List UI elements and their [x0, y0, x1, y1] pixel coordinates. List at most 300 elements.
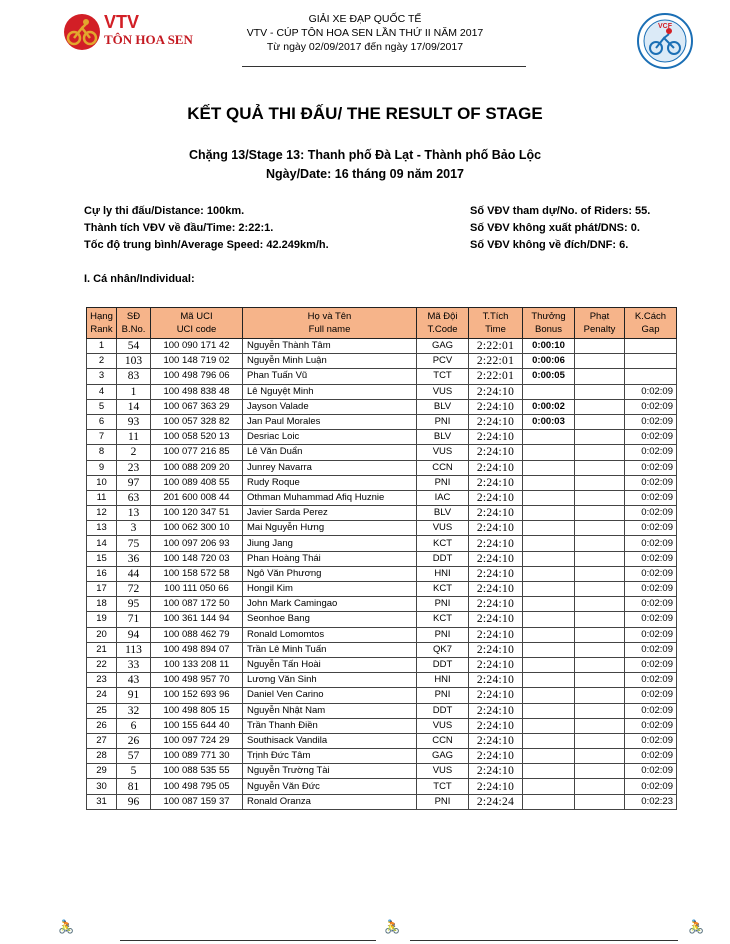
time-cell: 2:24:24	[469, 794, 523, 809]
time-cell: 2:24:10	[469, 536, 523, 551]
bib-number-cell: 2	[117, 445, 151, 460]
time-cell: 2:24:10	[469, 597, 523, 612]
rider-name-cell: Desriac Loic	[243, 430, 417, 445]
table-row	[87, 521, 677, 536]
gap-cell	[625, 354, 677, 369]
rider-name-cell: Trần Lê Minh Tuấn	[243, 642, 417, 657]
rider-name-cell: Trịnh Đức Tâm	[243, 749, 417, 764]
event-name: GIẢI XE ĐẠP QUỐC TẾ	[308, 13, 422, 25]
team-code-cell: PNI	[417, 414, 469, 429]
bib-number-cell: 36	[117, 551, 151, 566]
bonus-cell	[523, 612, 575, 627]
bib-number-cell: 95	[117, 597, 151, 612]
team-code-cell: KCT	[417, 612, 469, 627]
table-row	[87, 536, 677, 551]
penalty-cell	[575, 460, 625, 475]
rider-name-cell: Othman Muhammad Afiq Huznie	[243, 490, 417, 505]
gap-cell: 0:02:09	[625, 551, 677, 566]
rider-name-cell: Lê Văn Duẩn	[243, 445, 417, 460]
bib-number-cell: 11	[117, 430, 151, 445]
bib-number-cell: 113	[117, 642, 151, 657]
rider-name-cell: Mai Nguyễn Hưng	[243, 521, 417, 536]
rank-cell: 14	[87, 536, 117, 551]
gap-cell: 0:02:09	[625, 384, 677, 399]
bib-number-cell: 72	[117, 582, 151, 597]
rider-name-cell: Nguyễn Văn Đức	[243, 779, 417, 794]
rank-cell: 3	[87, 369, 117, 384]
penalty-cell	[575, 749, 625, 764]
table-row	[87, 779, 677, 794]
rank-cell: 5	[87, 399, 117, 414]
table-row	[87, 718, 677, 733]
time-cell: 2:24:10	[469, 430, 523, 445]
table-row	[87, 339, 677, 354]
riders-info: Số VĐV tham dự/No. of Riders: 55.	[470, 205, 651, 217]
rank-cell: 22	[87, 657, 117, 672]
bonus-cell	[523, 445, 575, 460]
bib-number-cell: 23	[117, 460, 151, 475]
penalty-cell	[575, 475, 625, 490]
uci-code-cell: 100 120 347 51	[151, 506, 243, 521]
gap-cell: 0:02:09	[625, 490, 677, 505]
uci-code-cell: 100 155 644 40	[151, 718, 243, 733]
rank-cell: 23	[87, 673, 117, 688]
bib-number-cell: 5	[117, 764, 151, 779]
bib-number-cell: 103	[117, 354, 151, 369]
uci-code-cell: 100 361 144 94	[151, 612, 243, 627]
rank-cell: 7	[87, 430, 117, 445]
uci-code-cell: 100 089 408 55	[151, 475, 243, 490]
col-time-header: T.Tích Time	[469, 308, 523, 339]
bonus-cell	[523, 475, 575, 490]
team-code-cell: PNI	[417, 688, 469, 703]
col-uci-header: Mã UCI UCI code	[151, 308, 243, 339]
table-row	[87, 566, 677, 581]
rider-name-cell: Phan Hoàng Thái	[243, 551, 417, 566]
rider-name-cell: Jayson Valade	[243, 399, 417, 414]
time-cell: 2:24:10	[469, 764, 523, 779]
penalty-cell	[575, 703, 625, 718]
rider-name-cell: Nguyễn Nhật Nam	[243, 703, 417, 718]
team-code-cell: VUS	[417, 384, 469, 399]
bonus-cell	[523, 551, 575, 566]
time-cell: 2:24:10	[469, 460, 523, 475]
table-row	[87, 657, 677, 672]
time-cell: 2:24:10	[469, 399, 523, 414]
bonus-cell	[523, 642, 575, 657]
table-row	[87, 733, 677, 748]
uci-code-cell: 100 062 300 10	[151, 521, 243, 536]
bib-number-cell: 91	[117, 688, 151, 703]
bonus-cell: 0:00:03	[523, 414, 575, 429]
gap-cell: 0:02:09	[625, 718, 677, 733]
time-cell: 2:24:10	[469, 582, 523, 597]
time-cell: 2:24:10	[469, 688, 523, 703]
table-row	[87, 597, 677, 612]
dnf-info: Số VĐV không về đích/DNF: 6.	[470, 239, 629, 251]
table-row	[87, 445, 677, 460]
penalty-cell	[575, 733, 625, 748]
footer-line-left	[120, 940, 376, 941]
col-team-header: Mã Đội T.Code	[417, 308, 469, 339]
penalty-cell	[575, 414, 625, 429]
rider-name-cell: Jan Paul Morales	[243, 414, 417, 429]
bonus-cell: 0:00:06	[523, 354, 575, 369]
team-code-cell: DDT	[417, 703, 469, 718]
bib-number-cell: 43	[117, 673, 151, 688]
bib-number-cell: 32	[117, 703, 151, 718]
page-title: KẾT QUẢ THI ĐẤU/ THE RESULT OF STAGE	[187, 104, 543, 123]
rider-name-cell: Nguyễn Trường Tài	[243, 764, 417, 779]
penalty-cell	[575, 339, 625, 354]
rank-cell: 21	[87, 642, 117, 657]
footer-line-right	[410, 940, 678, 941]
penalty-cell	[575, 764, 625, 779]
stage-date: Ngày/Date: 16 tháng 09 năm 2017	[266, 167, 464, 181]
bib-number-cell: 26	[117, 733, 151, 748]
team-code-cell: DDT	[417, 657, 469, 672]
bib-number-cell: 14	[117, 399, 151, 414]
table-row	[87, 414, 677, 429]
uci-code-cell: 100 498 957 70	[151, 673, 243, 688]
penalty-cell	[575, 384, 625, 399]
table-row	[87, 688, 677, 703]
bib-number-cell: 44	[117, 566, 151, 581]
penalty-cell	[575, 627, 625, 642]
rank-cell: 17	[87, 582, 117, 597]
uci-code-cell: 100 133 208 11	[151, 657, 243, 672]
penalty-cell	[575, 490, 625, 505]
bonus-cell	[523, 718, 575, 733]
rank-cell: 31	[87, 794, 117, 809]
col-rank-header: Hạng Rank	[87, 308, 117, 339]
team-code-cell: CCN	[417, 733, 469, 748]
penalty-cell	[575, 521, 625, 536]
table-row	[87, 582, 677, 597]
rank-cell: 2	[87, 354, 117, 369]
time-cell: 2:22:01	[469, 354, 523, 369]
time-cell: 2:24:10	[469, 414, 523, 429]
bib-number-cell: 13	[117, 506, 151, 521]
col-name-header: Họ và Tên Full name	[243, 308, 417, 339]
rider-name-cell: Jiung Jang	[243, 536, 417, 551]
time-cell: 2:24:10	[469, 566, 523, 581]
table-row	[87, 490, 677, 505]
gap-cell	[625, 339, 677, 354]
bonus-cell	[523, 506, 575, 521]
penalty-cell	[575, 718, 625, 733]
team-code-cell: TCT	[417, 779, 469, 794]
penalty-cell	[575, 536, 625, 551]
bib-number-cell: 83	[117, 369, 151, 384]
penalty-cell	[575, 354, 625, 369]
table-row	[87, 764, 677, 779]
gap-cell: 0:02:09	[625, 673, 677, 688]
time-cell: 2:24:10	[469, 445, 523, 460]
table-row	[87, 703, 677, 718]
team-code-cell: BLV	[417, 506, 469, 521]
bonus-cell: 0:00:05	[523, 369, 575, 384]
rider-name-cell: John Mark Camingao	[243, 597, 417, 612]
bib-number-cell: 71	[117, 612, 151, 627]
team-code-cell: PNI	[417, 794, 469, 809]
uci-code-cell: 100 090 171 42	[151, 339, 243, 354]
penalty-cell	[575, 688, 625, 703]
time-cell: 2:22:01	[469, 369, 523, 384]
bib-number-cell: 1	[117, 384, 151, 399]
penalty-cell	[575, 582, 625, 597]
time-cell: 2:24:10	[469, 718, 523, 733]
bonus-cell	[523, 490, 575, 505]
bib-number-cell: 54	[117, 339, 151, 354]
bib-number-cell: 96	[117, 794, 151, 809]
team-code-cell: GAG	[417, 749, 469, 764]
bonus-cell	[523, 657, 575, 672]
penalty-cell	[575, 657, 625, 672]
rank-cell: 30	[87, 779, 117, 794]
rider-name-cell: Rudy Roque	[243, 475, 417, 490]
bonus-cell	[523, 430, 575, 445]
team-code-cell: KCT	[417, 536, 469, 551]
gap-cell: 0:02:09	[625, 749, 677, 764]
team-code-cell: IAC	[417, 490, 469, 505]
rank-cell: 12	[87, 506, 117, 521]
table-row	[87, 749, 677, 764]
uci-code-cell: 100 057 328 82	[151, 414, 243, 429]
gap-cell: 0:02:09	[625, 536, 677, 551]
bonus-cell	[523, 749, 575, 764]
bib-number-cell: 75	[117, 536, 151, 551]
time-cell: 2:24:10	[469, 733, 523, 748]
results-body	[87, 339, 677, 810]
uci-code-cell: 100 097 724 29	[151, 733, 243, 748]
table-row	[87, 399, 677, 414]
penalty-cell	[575, 566, 625, 581]
team-code-cell: VUS	[417, 445, 469, 460]
rider-name-cell: Nguyễn Thành Tâm	[243, 339, 417, 354]
gap-cell: 0:02:09	[625, 703, 677, 718]
rider-name-cell: Ronald Lomomtos	[243, 627, 417, 642]
uci-code-cell: 100 111 050 66	[151, 582, 243, 597]
uci-code-cell: 100 058 520 13	[151, 430, 243, 445]
table-row	[87, 673, 677, 688]
table-row	[87, 475, 677, 490]
penalty-cell	[575, 369, 625, 384]
uci-code-cell: 100 087 172 50	[151, 597, 243, 612]
col-penalty-header: Phạt Penalty	[575, 308, 625, 339]
bib-number-cell: 57	[117, 749, 151, 764]
vcf-logo	[636, 12, 694, 70]
penalty-cell	[575, 779, 625, 794]
table-row	[87, 642, 677, 657]
table-row	[87, 430, 677, 445]
rank-cell: 18	[87, 597, 117, 612]
rider-name-cell: Ngô Văn Phương	[243, 566, 417, 581]
uci-code-cell: 100 067 363 29	[151, 399, 243, 414]
section-individual-title: I. Cá nhân/Individual:	[84, 273, 195, 285]
rider-name-cell: Junrey Navarra	[243, 460, 417, 475]
gap-cell: 0:02:09	[625, 733, 677, 748]
gap-cell: 0:02:09	[625, 597, 677, 612]
rank-cell: 24	[87, 688, 117, 703]
team-code-cell: CCN	[417, 460, 469, 475]
team-code-cell: DDT	[417, 551, 469, 566]
penalty-cell	[575, 399, 625, 414]
gap-cell: 0:02:09	[625, 430, 677, 445]
time-cell: 2:24:10	[469, 642, 523, 657]
bib-number-cell: 3	[117, 521, 151, 536]
uci-code-cell: 100 498 796 06	[151, 369, 243, 384]
table-row	[87, 506, 677, 521]
rank-cell: 26	[87, 718, 117, 733]
table-header-row	[87, 308, 677, 339]
team-code-cell: TCT	[417, 369, 469, 384]
uci-code-cell: 100 152 693 96	[151, 688, 243, 703]
stage-name: Chặng 13/Stage 13: Thanh phố Đà Lạt - Thành phố Bảo Lộc	[188, 148, 542, 162]
uci-code-cell: 100 498 838 48	[151, 384, 243, 399]
rank-cell: 16	[87, 566, 117, 581]
penalty-cell	[575, 445, 625, 460]
uci-code-cell: 100 148 720 03	[151, 551, 243, 566]
bonus-cell	[523, 566, 575, 581]
bonus-cell	[523, 764, 575, 779]
uci-code-cell: 100 158 572 58	[151, 566, 243, 581]
team-code-cell: VUS	[417, 718, 469, 733]
rider-name-cell: Southisack Vandila	[243, 733, 417, 748]
bonus-cell	[523, 794, 575, 809]
gap-cell: 0:02:09	[625, 779, 677, 794]
team-code-cell: PNI	[417, 475, 469, 490]
uci-code-cell: 100 077 216 85	[151, 445, 243, 460]
vcf-cyclist-icon	[636, 12, 694, 70]
time-cell: 2:24:10	[469, 475, 523, 490]
penalty-cell	[575, 612, 625, 627]
bonus-cell	[523, 779, 575, 794]
team-code-cell: PNI	[417, 597, 469, 612]
dns-info: Số VĐV không xuất phát/DNS: 0.	[470, 222, 640, 234]
penalty-cell	[575, 642, 625, 657]
time-cell: 2:24:10	[469, 657, 523, 672]
bonus-cell	[523, 703, 575, 718]
bonus-cell: 0:00:10	[523, 339, 575, 354]
uci-code-cell: 100 088 462 79	[151, 627, 243, 642]
gap-cell: 0:02:09	[625, 414, 677, 429]
gap-cell: 0:02:09	[625, 612, 677, 627]
team-code-cell: VUS	[417, 521, 469, 536]
bib-number-cell: 63	[117, 490, 151, 505]
uci-code-cell: 100 498 894 07	[151, 642, 243, 657]
bib-number-cell: 93	[117, 414, 151, 429]
team-code-cell: PCV	[417, 354, 469, 369]
bonus-cell	[523, 582, 575, 597]
average-speed-info: Tốc độ trung bình/Average Speed: 42.249km/h.	[84, 239, 329, 251]
footer-cyclist-icon: 🚴	[384, 920, 401, 935]
rank-cell: 27	[87, 733, 117, 748]
time-cell: 2:24:10	[469, 749, 523, 764]
time-cell: 2:24:10	[469, 384, 523, 399]
gap-cell: 0:02:09	[625, 627, 677, 642]
time-cell: 2:24:10	[469, 521, 523, 536]
gap-cell: 0:02:09	[625, 399, 677, 414]
gap-cell: 0:02:23	[625, 794, 677, 809]
time-cell: 2:24:10	[469, 506, 523, 521]
table-row	[87, 794, 677, 809]
gap-cell: 0:02:09	[625, 460, 677, 475]
team-code-cell: VUS	[417, 764, 469, 779]
bib-number-cell: 33	[117, 657, 151, 672]
time-cell: 2:24:10	[469, 490, 523, 505]
gap-cell: 0:02:09	[625, 566, 677, 581]
time-cell: 2:24:10	[469, 612, 523, 627]
team-code-cell: PNI	[417, 627, 469, 642]
penalty-cell	[575, 794, 625, 809]
rider-name-cell: Javier Sarda Perez	[243, 506, 417, 521]
bonus-cell	[523, 733, 575, 748]
rank-cell: 29	[87, 764, 117, 779]
rank-cell: 20	[87, 627, 117, 642]
footer-cyclist-icon: 🚴	[58, 920, 75, 935]
time-cell: 2:24:10	[469, 703, 523, 718]
team-code-cell: KCT	[417, 582, 469, 597]
col-bno-header: SĐ B.No.	[117, 308, 151, 339]
penalty-cell	[575, 597, 625, 612]
rider-name-cell: Ronald Oranza	[243, 794, 417, 809]
logo-vtv-text: VTV	[104, 12, 140, 32]
table-row	[87, 460, 677, 475]
table-row	[87, 369, 677, 384]
rank-cell: 8	[87, 445, 117, 460]
rank-cell: 4	[87, 384, 117, 399]
time-cell: 2:24:10	[469, 627, 523, 642]
time-cell: 2:22:01	[469, 339, 523, 354]
penalty-cell	[575, 506, 625, 521]
col-bonus-header: Thưởng Bonus	[523, 308, 575, 339]
team-code-cell: HNI	[417, 566, 469, 581]
uci-code-cell: 100 088 535 55	[151, 764, 243, 779]
header-divider	[242, 66, 526, 67]
col-gap-header: K.Cách Gap	[625, 308, 677, 339]
team-code-cell: GAG	[417, 339, 469, 354]
bonus-cell: 0:00:02	[523, 399, 575, 414]
rank-cell: 13	[87, 521, 117, 536]
gap-cell: 0:02:09	[625, 764, 677, 779]
rank-cell: 10	[87, 475, 117, 490]
rider-name-cell: Nguyễn Tấn Hoài	[243, 657, 417, 672]
rank-cell: 11	[87, 490, 117, 505]
time-cell: 2:24:10	[469, 673, 523, 688]
rider-name-cell: Lê Nguyệt Minh	[243, 384, 417, 399]
uci-code-cell: 100 089 771 30	[151, 749, 243, 764]
winner-time-info: Thành tích VĐV về đầu/Time: 2:22:1.	[84, 222, 274, 234]
bib-number-cell: 94	[117, 627, 151, 642]
gap-cell: 0:02:09	[625, 688, 677, 703]
gap-cell: 0:02:09	[625, 506, 677, 521]
rank-cell: 28	[87, 749, 117, 764]
uci-code-cell: 100 498 795 05	[151, 779, 243, 794]
rank-cell: 6	[87, 414, 117, 429]
rank-cell: 19	[87, 612, 117, 627]
event-dates: Từ ngày 02/09/2017 đến ngày 17/09/2017	[266, 41, 464, 53]
vcf-label: VCF	[658, 23, 672, 30]
rider-name-cell: Daniel Ven Carino	[243, 688, 417, 703]
bonus-cell	[523, 384, 575, 399]
results-table	[86, 307, 677, 810]
logo-ton-hoa-sen-text: TÔN HOA SEN	[104, 32, 193, 47]
gap-cell: 0:02:09	[625, 521, 677, 536]
penalty-cell	[575, 430, 625, 445]
rider-name-cell: Seonhoe Bang	[243, 612, 417, 627]
rank-cell: 9	[87, 460, 117, 475]
